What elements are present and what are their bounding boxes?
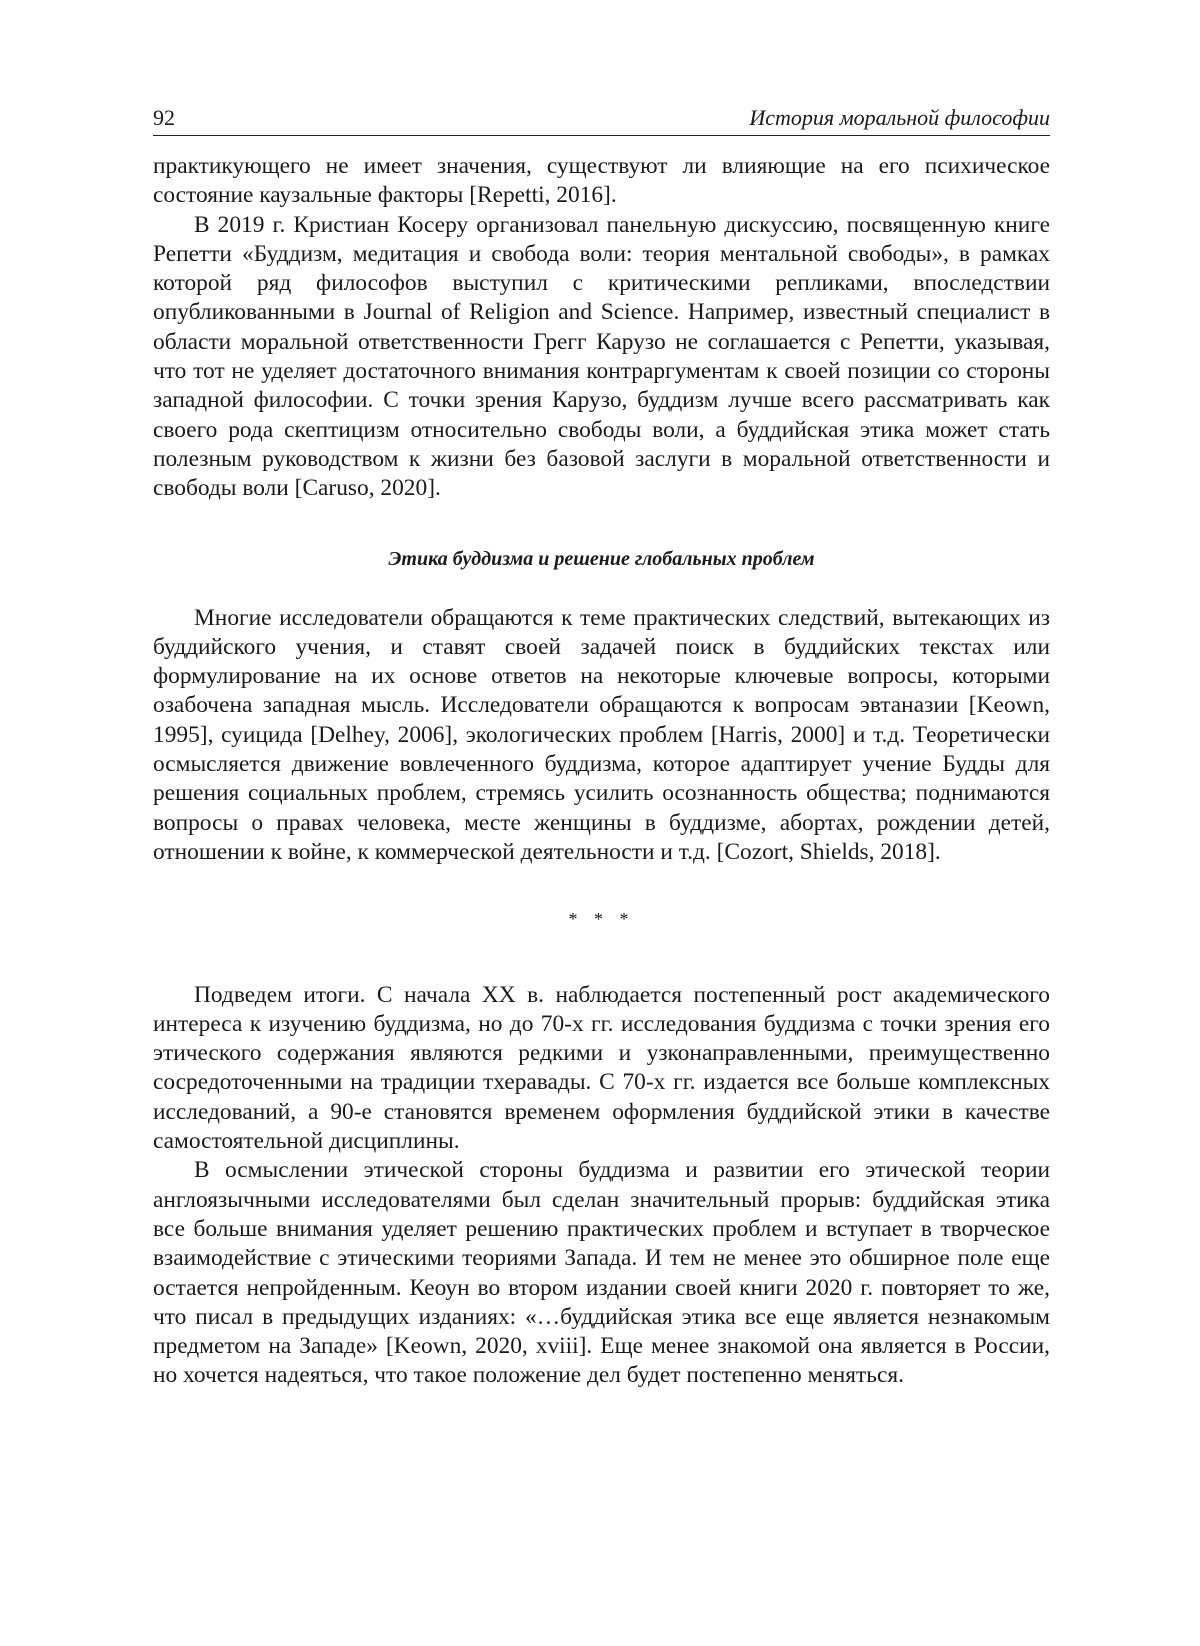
- section-heading: Этика буддизма и решение глобальных проблем: [388, 547, 815, 570]
- section-separator: * * *: [568, 909, 635, 930]
- running-title: История моральной философии: [749, 105, 1050, 130]
- body-text: [153, 152, 1050, 1391]
- running-header: [153, 104, 1050, 136]
- paragraph-practical-consequences: Многие исследователи обращаются к теме практических следствий, вытекающих из буддийского учения, и ставят своей задачей поиск в буддийских текстах или формулирование на их основе ответов на некоторые ключевые вопросы, которыми озабочена западная мысль. Исследователи обращаются к вопросам эвтаназии [Keown, 1995], суицида [Delhey, 2006], экологических проблем [Harris, 2000] и т.д. Теоретически осмысляется движение вовлеченного буддизма, которое адаптирует учение Будды для решения социальных проблем, стремясь усилить осознанность общества; поднимаются вопросы о правах человека, месте женщины в буддизме, абортах, рождении детей, отношении к войне, к коммерческой деятельности и т.д. [Cozort, Shields, 2018].: [153, 604, 1050, 865]
- paragraph-continuation: практикующего не имеет значения, существуют ли влияющие на его психическое состояние каузальные факторы [Repetti, 2016].: [153, 153, 1050, 209]
- paragraph-coseru-panel: В 2019 г. Кристиан Косеру организовал панельную дискуссию, посвященную книге Репетти «Буддизм, медитация и свобода воли: теория ментальной свободы», в рамках которой ряд философов выступил с критическими репликами, впоследствии опубликованными в Journal of Religion and Science. Например, известный специалист в области моральной ответственности Грегг Карузо не соглашается с Репетти, указывая, что тот не уделяет достаточного внимания контраргументам к своей позиции со стороны западной философии. С точки зрения Карузо, буддизм лучше всего рассматривать как своего рода скептицизм относительно свободы воли, а буддийская этика может стать полезным руководством к жизни без базовой заслуги в моральной ответственности и свободы воли [Caruso, 2020].: [153, 211, 1050, 502]
- book-page: [153, 104, 1050, 1391]
- paragraph-conclusion: В осмыслении этической стороны буддизма и развитии его этической теории англоязычными исследователями был сделан значительный прорыв: буддийская этика все больше внимания уделяет решению практических проблем и вступает в творческое взаимодействие с этическими теориями Запада. И тем не менее это обширное поле еще остается непройденным. Кеоун во втором издании своей книги 2020 г. повторяет то же, что писал в предыдущих изданиях: «…буддийская этика все еще является незнакомым предметом на Западе» [Keown, 2020, xviii]. Еще менее знакомой она является в России, но хочется надеяться, что такое положение дел будет постепенно меняться.: [153, 1157, 1050, 1389]
- page-number: 92: [153, 105, 175, 130]
- paragraph-summary: Подведем итоги. С начала XX в. наблюдается постепенный рост академического интереса к изучению буддизма, но до 70-х гг. исследования буддизма с точки зрения его этического содержания являются редкими и узконаправленными, преимущественно сосредоточенными на традиции тхеравады. С 70-х гг. издается все больше комплексных исследований, а 90-е становятся временем оформления буддийской этики в качестве самостоятельной дисциплины.: [153, 981, 1050, 1155]
